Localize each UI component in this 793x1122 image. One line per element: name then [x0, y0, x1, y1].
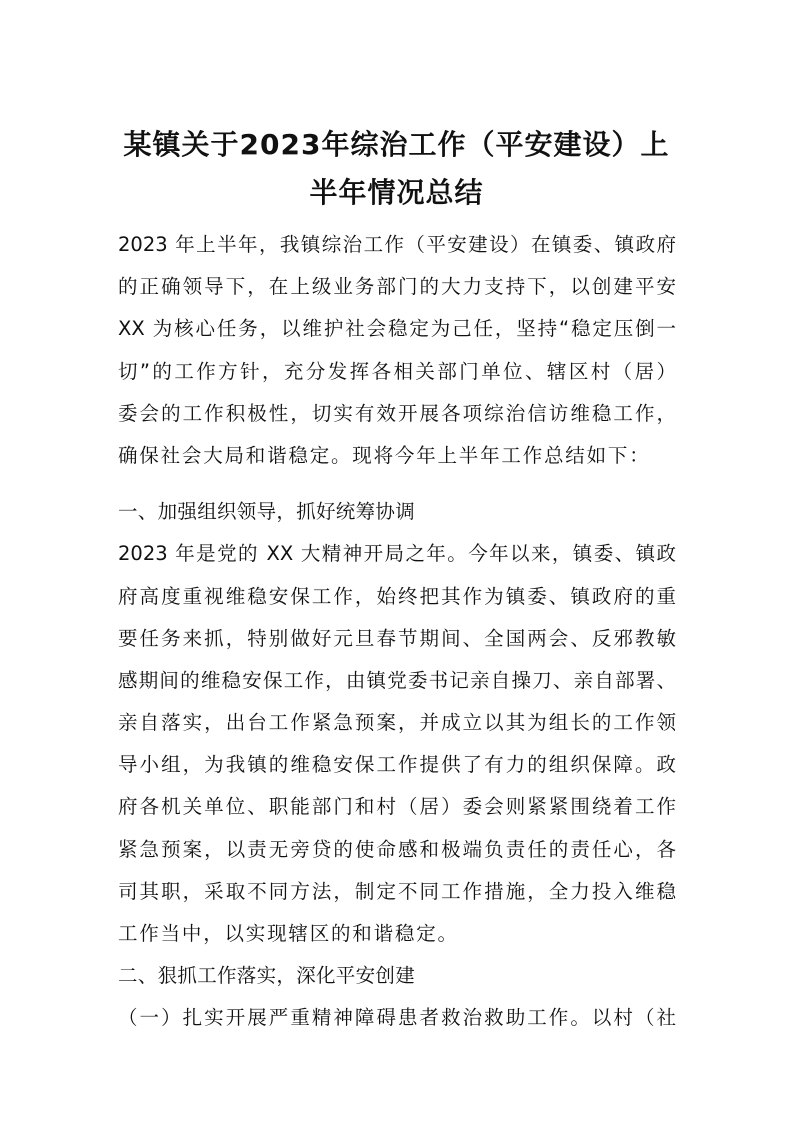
paragraph-line: 府高度重视维稳安保工作，始终把其作为镇委、镇政府的重 — [118, 584, 676, 608]
paragraph-line: 确保社会大局和谐稳定。现将今年上半年工作总结如下： — [118, 443, 651, 467]
paragraph-line: 的正确领导下，在上级业务部门的大力支持下，以创建平安 — [118, 275, 676, 299]
paragraph-line: 要任务来抓，特别做好元旦春节期间、全国两会、反邪教敏 — [118, 626, 676, 650]
section-heading: 二、狠抓工作落实，深化平安创建 — [118, 964, 416, 988]
paragraph-line: 府各机关单位、职能部门和村（居）委会则紧紧围绕着工作 — [118, 795, 676, 819]
section-heading: 一、加强组织领导，抓好统筹协调 — [118, 500, 416, 524]
paragraph-line: 导小组，为我镇的维稳安保工作提供了有力的组织保障。政 — [118, 753, 676, 777]
paragraph-line: 2023 年上半年，我镇综治工作（平安建设）在镇委、镇政府 — [118, 233, 676, 256]
paragraph-line: 工作当中，以实现辖区的和谐稳定。 — [118, 922, 459, 945]
paragraph-line: 亲自落实，出台工作紧急预案，并成立以其为组长的工作领 — [118, 711, 676, 735]
paragraph-line: 2023 年是党的 XX 大精神开局之年。今年以来，镇委、镇政 — [118, 542, 676, 566]
paragraph-line: 委会的工作积极性，切实有效开展各项综治信访维稳工作， — [118, 401, 676, 425]
paragraph-line: 感期间的维稳安保工作，由镇党委书记亲自操刀、亲自部署、 — [118, 668, 676, 692]
title-line-2: 半年情况总结 — [309, 176, 484, 209]
paragraph-line: XX 为核心任务，以维护社会稳定为己任，坚持“稳定压倒一 — [118, 317, 676, 341]
paragraph-line: 司其职，采取不同方法，制定不同工作措施，全力投入维稳 — [118, 879, 676, 903]
document-body — [118, 224, 676, 1040]
paragraph-line: 切”的工作方针，充分发挥各相关部门单位、辖区村（居） — [118, 359, 676, 383]
title-line-1: 某镇关于2023年综治工作（平安建设）上 — [123, 128, 670, 161]
document-title — [0, 121, 793, 217]
paragraph-line: （一）扎实开展严重精神障碍患者救治救助工作。以村（社 — [118, 1006, 676, 1030]
paragraph-line: 紧急预案，以责无旁贷的使命感和极端负责任的责任心，各 — [118, 837, 676, 861]
